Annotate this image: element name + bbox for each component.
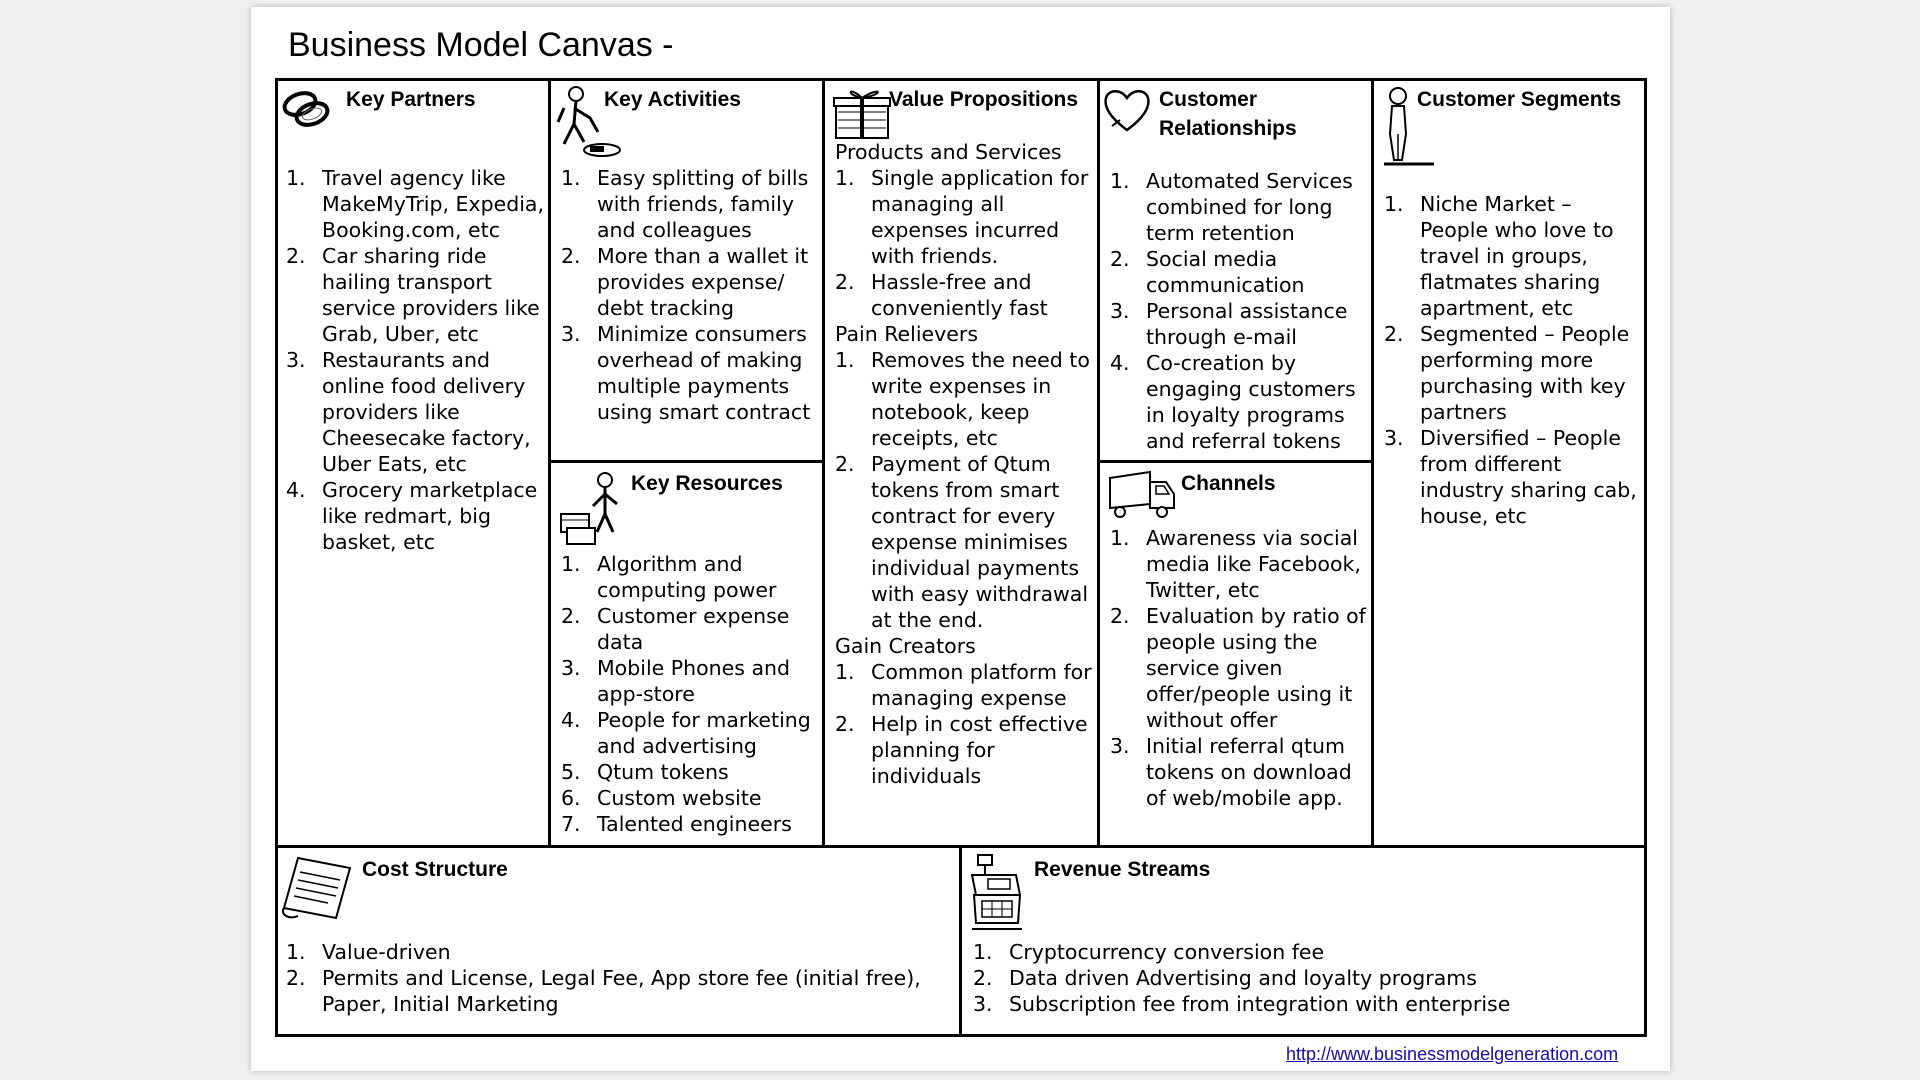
divider — [959, 845, 962, 1037]
list-item: 3. Mobile Phones and app-store — [561, 656, 791, 706]
list-item: 3. Subscription fee from integration with enterprise — [973, 992, 1511, 1016]
divider — [1097, 78, 1100, 848]
list-item: 7. Talented engineers — [561, 812, 792, 836]
list-item: 5. Qtum tokens — [561, 760, 729, 784]
divider — [1097, 460, 1373, 463]
list-item: 2. Car sharing ride hailing transport service providers like Grab, Uber, etc — [286, 244, 540, 346]
list-item: 2. Permits and License, Legal Fee, App store fee (initial free), Paper, Initial Marketing — [286, 966, 921, 1016]
list-item: 2. Data driven Advertising and loyalty programs — [973, 966, 1477, 990]
revenue-streams-header: Revenue Streams — [1034, 858, 1211, 881]
key-resources-list — [561, 551, 823, 837]
list-item: 2. Hassle-free and conveniently fast — [835, 270, 1048, 320]
document-icon — [278, 854, 356, 924]
channels-list — [1110, 525, 1372, 811]
customer-segments-list — [1384, 191, 1646, 529]
list-item: 4. Co-creation by engaging customers in loyalty programs and referral tokens — [1110, 351, 1356, 453]
key-partners-list — [286, 165, 544, 555]
divider — [548, 460, 824, 463]
list-item: 3. Minimize consumers overhead of making multiple payments using smart contract — [561, 322, 811, 424]
list-item: 1. Single application for managing all expenses incurred with friends. — [835, 166, 1089, 268]
gain-creators-label: Gain Creators — [835, 634, 976, 658]
list-item: 1. Travel agency like MakeMyTrip, Expedia, Booking.com, etc — [286, 166, 544, 242]
list-item: 2. Customer expense data — [561, 604, 790, 654]
customer-relationships-header: Customer Relationships — [1159, 88, 1297, 140]
list-item: 3. Restaurants and online food delivery providers like Cheesecake factory, Uber Eats, etc — [286, 348, 531, 476]
gift-box-icon — [830, 84, 896, 142]
value-propositions-header: Value Propositions — [889, 88, 1079, 111]
list-item: 1. Awareness via social media like Facebook, Twitter, etc — [1110, 526, 1361, 602]
list-item: 2. Social media communication — [1110, 247, 1305, 297]
list-item: 6. Custom website — [561, 786, 762, 810]
gain-creators-list — [835, 659, 1095, 789]
pain-relievers-label: Pain Relievers — [835, 322, 978, 346]
list-item: 3. Diversified – People from different industry sharing cab, house, etc — [1384, 426, 1637, 528]
customer-segments-header: Customer Segments — [1417, 88, 1622, 111]
list-item: 2. Segmented – People performing more purchasing with key partners — [1384, 322, 1630, 424]
list-item: 2. More than a wallet it provides expense/ debt tracking — [561, 244, 809, 320]
business-model-generation-link[interactable]: http://www.businessmodelgeneration.com — [1286, 1044, 1619, 1064]
list-item: 2. Payment of Qtum tokens from smart contract for every expense minimises individual payments with easy withdrawal at the end. — [835, 452, 1089, 632]
key-resources-header: Key Resources — [631, 472, 783, 495]
list-item: 4. Grocery marketplace like redmart, big basket, etc — [286, 478, 538, 554]
list-item: 2. Evaluation by ratio of people using the service given offer/people using it without offer — [1110, 604, 1366, 732]
heart-icon — [1102, 86, 1152, 134]
cost-structure-list — [286, 939, 956, 1017]
list-item: 1. Value-driven — [286, 940, 451, 964]
list-item: 4. People for marketing and advertising — [561, 708, 811, 758]
key-activities-list — [561, 165, 823, 425]
customer-relationships-list — [1110, 168, 1372, 454]
list-item: 3. Initial referral qtum tokens on download of web/mobile app. — [1110, 734, 1352, 810]
products-services-list — [835, 165, 1095, 321]
list-item: 1. Algorithm and computing power — [561, 552, 777, 602]
divider — [548, 78, 551, 848]
page-title: Business Model Canvas - — [288, 26, 674, 64]
value-propositions-content — [835, 139, 1095, 789]
key-partners-header: Key Partners — [346, 88, 476, 111]
list-item: 2. Help in cost effective planning for individuals — [835, 712, 1088, 788]
list-item: 1. Cryptocurrency conversion fee — [973, 940, 1325, 964]
list-item: 1. Removes the need to write expenses in notebook, keep receipts, etc — [835, 348, 1090, 450]
list-item: 1. Niche Market – People who love to travel in groups, flatmates sharing apartment, etc — [1384, 192, 1614, 320]
list-item: 1. Automated Services combined for long term retention — [1110, 169, 1353, 245]
list-item: 1. Easy splitting of bills with friends, family and colleagues — [561, 166, 809, 242]
cash-register-icon — [966, 851, 1026, 935]
revenue-streams-list — [973, 939, 1643, 1017]
channels-header: Channels — [1181, 472, 1276, 495]
chain-link-icon — [278, 84, 338, 134]
key-activities-header: Key Activities — [604, 88, 741, 111]
list-item: 1. Common platform for managing expense — [835, 660, 1092, 710]
cost-structure-header: Cost Structure — [362, 858, 508, 881]
worker-with-boxes-icon — [557, 470, 637, 550]
list-item: 3. Personal assistance through e-mail — [1110, 299, 1348, 349]
truck-icon — [1106, 468, 1178, 522]
products-services-label: Products and Services — [835, 140, 1062, 164]
pain-relievers-list — [835, 347, 1095, 633]
